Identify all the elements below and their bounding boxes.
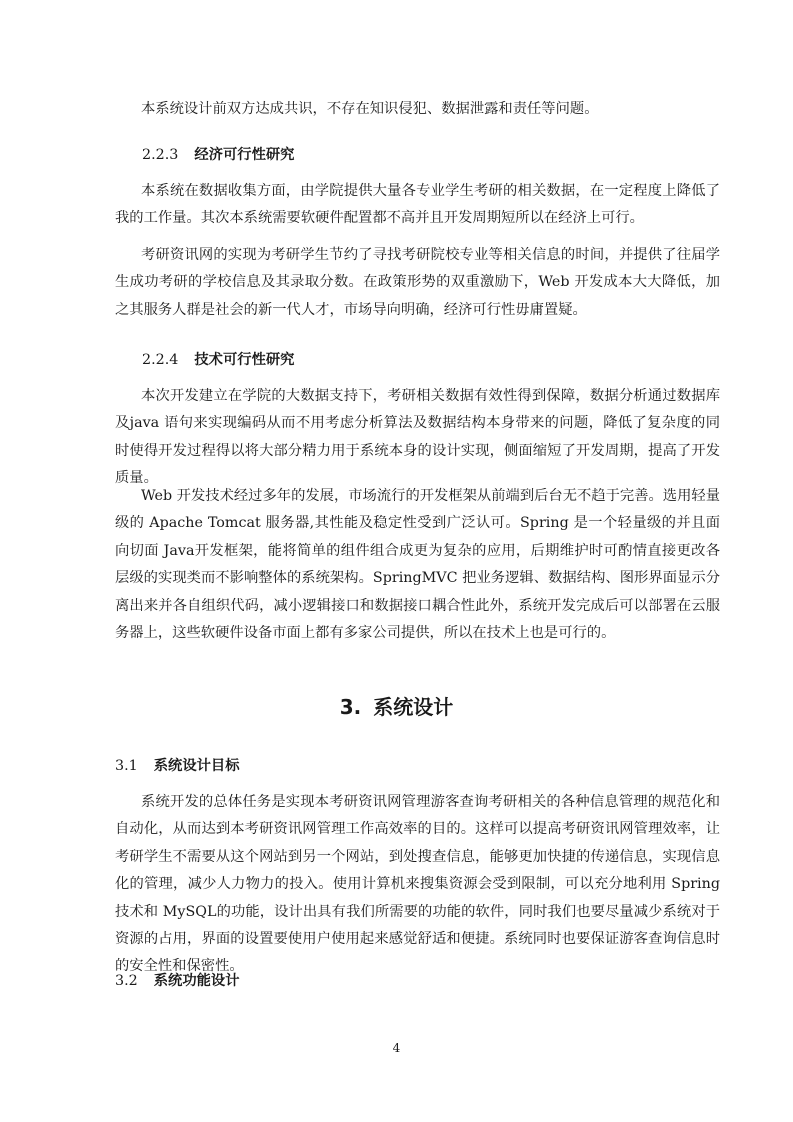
section-number: 3.2 — [115, 973, 138, 989]
chapter-number: 3. — [339, 695, 362, 719]
section-title: 技术可行性研究 — [194, 352, 295, 368]
section-title: 系统功能设计 — [153, 973, 240, 989]
section-heading-3-1 — [115, 756, 240, 776]
paragraph-economic-1: 本系统在数据收集方面，由学院提供大量各专业学生考研的相关数据，在一定程度上降低了我的工作量。其次本系统需要软硬件配置都不高并且开发周期短所以在经济上可行。 — [115, 183, 720, 227]
section-number: 2.2.4 — [142, 352, 179, 368]
section-title: 经济可行性研究 — [194, 147, 295, 163]
section-number: 2.2.3 — [142, 147, 179, 163]
paragraph-design-goal: 系统开发的总体任务是实现本考研资讯网管理游客查询考研相关的各种信息管理的规范化和自动化，从而达到本考研资讯网管理工作高效率的目的。这样可以提高考研资讯网管理效率，让考研学生不需要从这个网站到另一个网站，到处搜查信息，能够更加快捷的传递信息，实现信息化的管理，减少人力物力的投入。使用计算机来搜集资源会受到限制，可以充分地利用 Spring 技术和 MySQL的功能，设计出具有我们所需要的功能的软件，同时我们也要尽量减少系统对于资源的占用，界面的设置要使用户使用起来感觉舒适和便捷。系统同时也要保证游客查询信息时的安全性和保密性。 — [115, 794, 720, 975]
paragraph-economic-2: 考研资讯网的实现为考研学生节约了寻找考研院校专业等相关信息的时间，并提供了往届学生成功考研的学校信息及其录取分数。在政策形势的双重激励下，Web 开发成本大大降低，加之其服务人群是社会的新一代人才，市场导向明确，经济可行性毋庸置疑。 — [115, 247, 720, 318]
section-heading-2-2-4 — [142, 350, 294, 370]
section-number: 3.1 — [115, 758, 138, 774]
section-title: 系统设计目标 — [153, 758, 240, 774]
chapter-heading-3 — [0, 693, 793, 721]
paragraph-technical-2: Web 开发技术经过多年的发展，市场流行的开发框架从前端到后台无不趋于完善。选用轻量级的 Apache Tomcat 服务器,其性能及稳定性受到广泛认可。Spring 是一个轻量级的并且面向切面 Java开发框架，能将简单的组件组合成更为复杂的应用，后期维护时可酌情直接更改各层级的实现类而不影响整体的系统架构。SpringMVC 把业务逻辑、数据结构、图形界面显示分离出来并各自组织代码，减小逻辑接口和数据接口耦合性此外，系统开发完成后可以部署在云服务器上，这些软硬件设备市面上都有多家公司提供，所以在技术上也是可行的。 — [115, 488, 720, 642]
section-heading-3-2 — [115, 971, 240, 991]
paragraph-technical-1: 本次开发建立在学院的大数据支持下，考研相关数据有效性得到保障，数据分析通过数据库及java 语句来实现编码从而不用考虑分析算法及数据结构本身带来的问题，降低了复杂度的同时使得开发过程得以将大部分精力用于系统本身的设计实现，侧面缩短了开发周期，提高了开发质量。 — [115, 388, 720, 487]
chapter-title: 系统设计 — [373, 695, 454, 719]
page-number: 4 — [392, 1041, 401, 1055]
paragraph-intro: 本系统设计前双方达成共识，不存在知识侵犯、数据泄露和责任等问题。 — [141, 101, 599, 117]
section-heading-2-2-3 — [142, 145, 294, 165]
